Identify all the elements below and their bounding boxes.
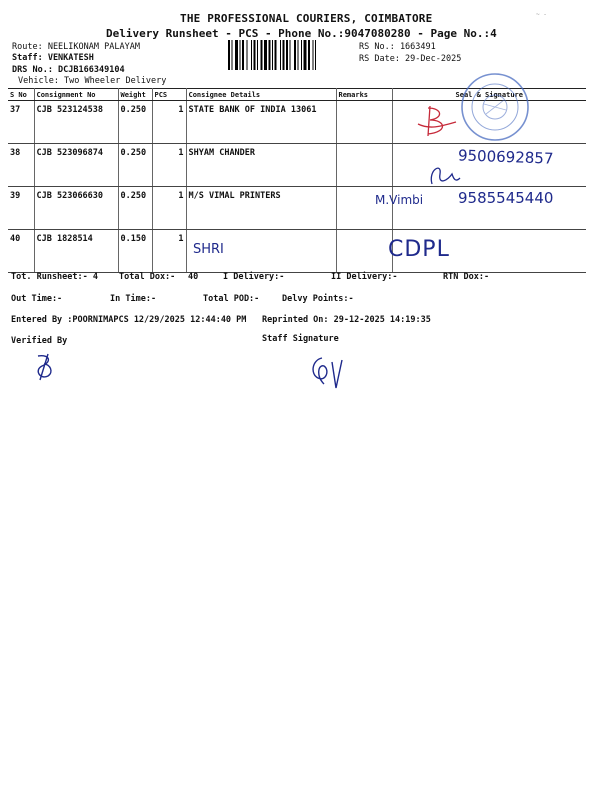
seal-stamp-icon xyxy=(458,70,532,144)
cell-remarks xyxy=(336,144,392,187)
staff-signature-label: Staff Signature xyxy=(262,334,339,344)
col-seal-signature: Seal & Signature xyxy=(392,89,586,101)
handwritten-seal: CDPL xyxy=(388,237,450,262)
rtn-dox: RTN Dox:- xyxy=(443,272,490,282)
verifier-signature-icon xyxy=(30,350,62,382)
cell-remarks xyxy=(336,230,392,273)
delvy-points: Delvy Points:- xyxy=(282,294,354,304)
staff-signature-icon xyxy=(306,352,346,394)
handwritten-receiver: SHRI xyxy=(193,242,224,257)
cell-weight: 0.250 xyxy=(118,187,152,230)
cell-consignee: STATE BANK OF INDIA 13061 xyxy=(186,101,336,144)
reprinted-on: Reprinted On: 29-12-2025 14:19:35 xyxy=(262,315,431,325)
col-sno: S No xyxy=(8,89,34,101)
cell-consignment: CJB 1828514 xyxy=(34,230,118,273)
tot-runsheet: Tot. Runsheet:- 4 xyxy=(11,272,98,282)
cell-weight: 0.250 xyxy=(118,101,152,144)
i-delivery: I Delivery:- xyxy=(223,272,285,282)
handwritten-name: M.Vimbi xyxy=(375,193,424,207)
cell-sno: 37 xyxy=(8,101,34,144)
barcode xyxy=(228,40,356,70)
runsheet-subtitle: Delivery Runsheet - PCS - Phone No.:9047080280 - Page No.:4 xyxy=(106,27,497,40)
cell-consignee: SHYAM CHANDER xyxy=(186,144,336,187)
cell-pcs: 1 xyxy=(152,101,186,144)
table-row xyxy=(8,230,586,273)
handwritten-phone-2: 9585545440 xyxy=(458,189,554,207)
ii-delivery: II Delivery:- xyxy=(331,272,398,282)
total-pod: Total POD:- xyxy=(203,294,260,304)
company-title: THE PROFESSIONAL COURIERS, COIMBATORE xyxy=(180,12,433,25)
drs-label: DRS No.: DCJB166349104 xyxy=(12,65,125,75)
col-remarks: Remarks xyxy=(336,89,392,101)
total-dox-value: 40 xyxy=(188,272,199,282)
cell-consignment: CJB 523066630 xyxy=(34,187,118,230)
verified-by-label: Verified By xyxy=(11,336,68,346)
rs-date: RS Date: 29-Dec-2025 xyxy=(359,54,462,64)
col-pcs: PCS xyxy=(152,89,186,101)
corner-mark: ~ - xyxy=(536,11,547,18)
out-time: Out Time:- xyxy=(11,294,63,304)
staff-label: Staff: VENKATESH xyxy=(12,53,94,63)
total-dox-label: Total Dox:- xyxy=(119,272,176,282)
cell-weight: 0.150 xyxy=(118,230,152,273)
cell-sno: 40 xyxy=(8,230,34,273)
cell-pcs: 1 xyxy=(152,144,186,187)
red-signature-icon xyxy=(412,100,462,142)
col-consignment: Consignment No xyxy=(34,89,118,101)
rs-number: RS No.: 1663491 xyxy=(359,42,436,52)
cell-consignment: CJB 523096874 xyxy=(34,144,118,187)
cell-consignee: M/S VIMAL PRINTERS xyxy=(186,187,336,230)
col-weight: Weight xyxy=(118,89,152,101)
signature-scribble-icon xyxy=(426,160,462,190)
entered-by: Entered By :POORNIMAPCS 12/29/2025 12:44:40 PM xyxy=(11,315,247,325)
handwritten-phone: 9500692857 xyxy=(457,146,554,168)
cell-remarks xyxy=(336,101,392,144)
cell-sno: 38 xyxy=(8,144,34,187)
cell-consignment: CJB 523124538 xyxy=(34,101,118,144)
vehicle-label: Vehicle: Two Wheeler Delivery xyxy=(18,76,167,86)
cell-pcs: 1 xyxy=(152,230,186,273)
cell-weight: 0.250 xyxy=(118,144,152,187)
in-time: In Time:- xyxy=(110,294,157,304)
route-label: Route: NEELIKONAM PALAYAM xyxy=(12,42,140,52)
col-consignee: Consignee Details xyxy=(186,89,336,101)
cell-sno: 39 xyxy=(8,187,34,230)
cell-pcs: 1 xyxy=(152,187,186,230)
